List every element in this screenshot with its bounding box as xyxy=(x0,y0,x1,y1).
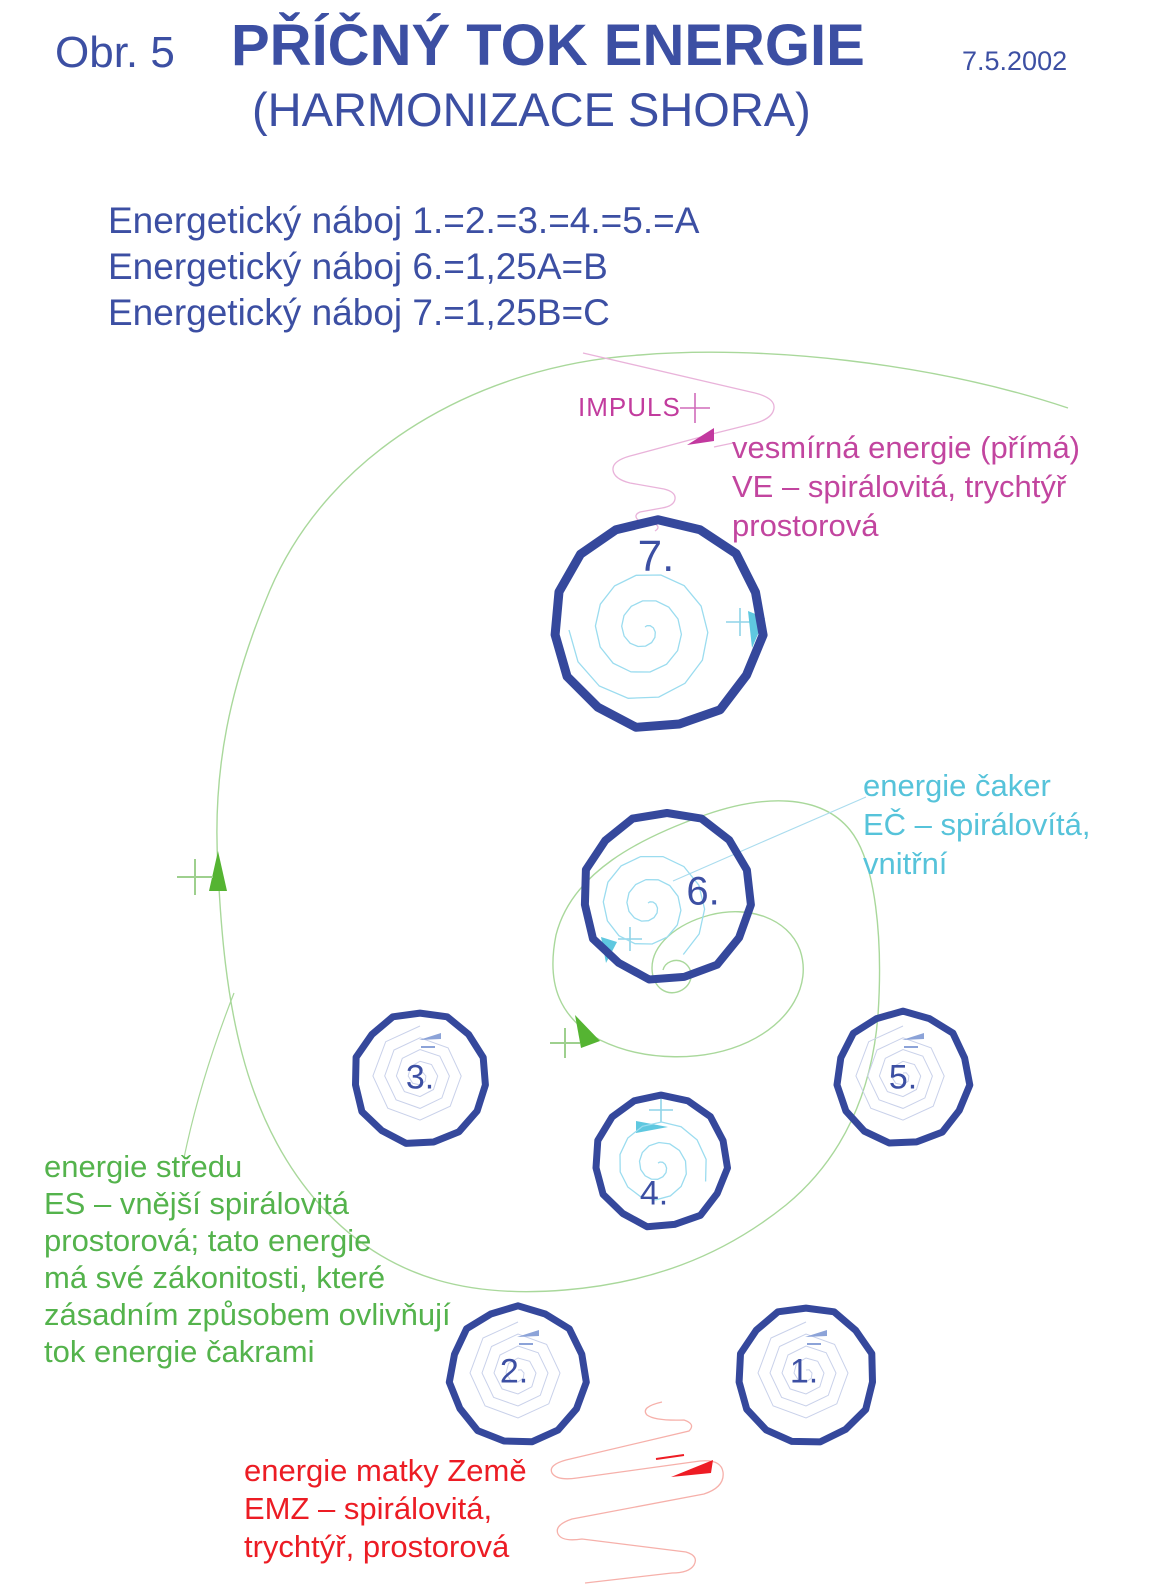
cosmic-energy-annotation xyxy=(732,428,1080,545)
chakra-energy-annotation xyxy=(863,766,1090,883)
formula-line-3: Energetický náboj 7.=1,25B=C xyxy=(108,292,610,333)
date-label: 7.5.2002 xyxy=(962,46,1068,76)
chakra-energy-line-2: EČ – spirálovítá, xyxy=(863,807,1091,842)
center-energy-line-1: energie středu xyxy=(44,1149,243,1184)
chakra-energy-line-1: energie čaker xyxy=(863,768,1051,803)
chakra-circle-6 xyxy=(585,813,751,980)
center-energy-line-5: zásadním způsobem ovlivňují xyxy=(44,1297,451,1332)
chakra-label-5: 5. xyxy=(888,1058,918,1097)
formula-line-1: Energetický náboj 1.=2.=3.=4.=5.=A xyxy=(108,200,700,241)
chakra-energy-line-3: vnitřní xyxy=(863,846,948,881)
page-subtitle: (HARMONIZACE SHORA) xyxy=(252,83,811,136)
center-energy-line-6: tok energie čakrami xyxy=(44,1334,315,1369)
center-energy-annotation xyxy=(44,1148,451,1370)
earth-energy-annotation xyxy=(244,1452,527,1566)
earth-energy-line-2: EMZ – spirálovitá, xyxy=(244,1491,493,1526)
chakra-label-7: 7. xyxy=(637,532,675,581)
cosmic-energy-line-2: VE – spirálovitá, trychtýř xyxy=(732,469,1067,504)
cosmic-energy-line-3: prostorová xyxy=(732,508,879,543)
cosmic-energy-line-1: vesmírná energie (přímá) xyxy=(732,430,1081,465)
inner-spiral-7 xyxy=(569,575,708,698)
earth-energy-line-1: energie matky Země xyxy=(244,1453,527,1488)
chakra-label-3: 3. xyxy=(405,1058,435,1097)
formula-line-2: Energetický náboj 6.=1,25A=B xyxy=(108,246,608,287)
spiral-arrow-1 xyxy=(805,1330,827,1337)
center-energy-line-4: má své zákonitosti, které xyxy=(44,1260,386,1295)
center-energy-line-2: ES – vnější spirálovitá xyxy=(44,1186,349,1221)
impuls-label: IMPULS xyxy=(578,392,681,422)
earth-energy-line-3: trychtýř, prostorová xyxy=(244,1529,510,1564)
chakra-label-2: 2. xyxy=(499,1352,529,1391)
center-energy-line-3: prostorová; tato energie xyxy=(44,1223,372,1258)
figure-label: Obr. 5 xyxy=(55,28,175,77)
page-title: PŘÍČNÝ TOK ENERGIE xyxy=(231,13,865,78)
chakra-label-4: 4. xyxy=(639,1174,669,1213)
spiral-arrow-2 xyxy=(517,1330,539,1337)
energy-charge-formulas xyxy=(108,198,699,336)
chakra-label-1: 1. xyxy=(789,1352,819,1391)
chakra-label-6: 6. xyxy=(686,869,720,914)
